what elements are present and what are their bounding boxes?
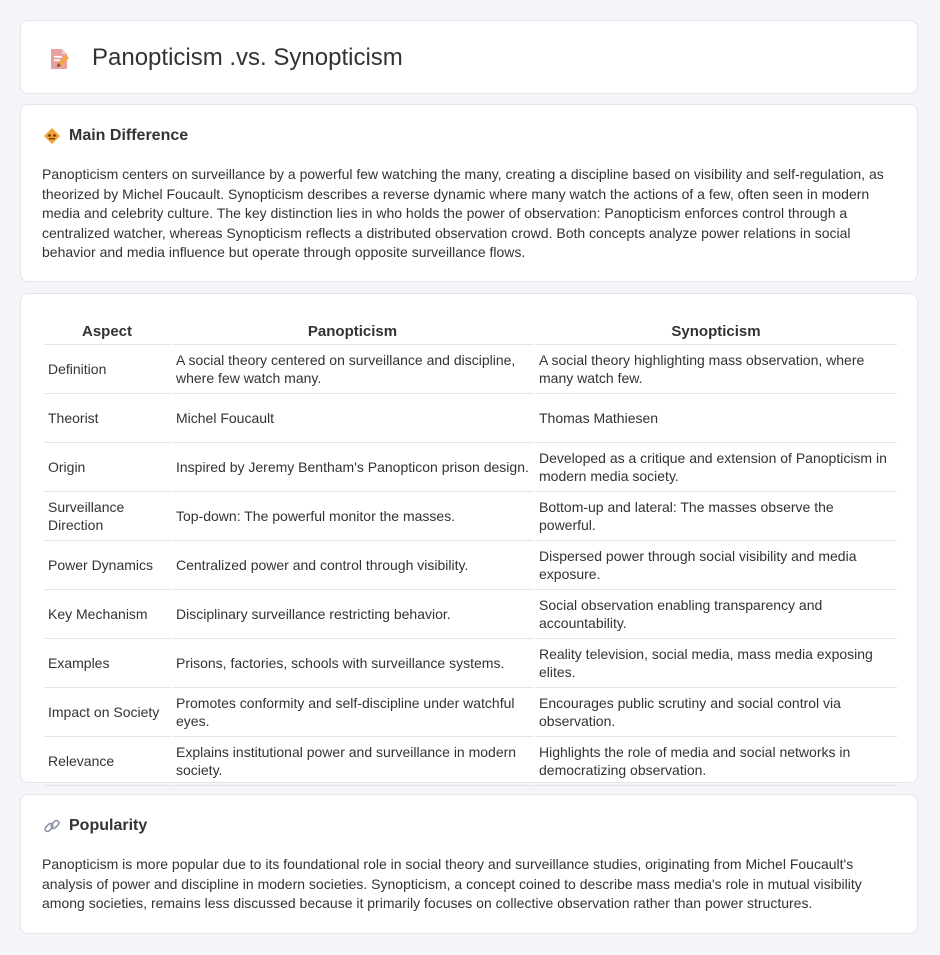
aspect-cell: Theorist <box>44 394 170 443</box>
table-row <box>44 688 897 737</box>
synopticism-cell: Bottom-up and lateral: The masses observe the powerful. <box>535 492 897 541</box>
panopticism-cell: Promotes conformity and self-discipline under watchful eyes. <box>172 688 533 737</box>
main-difference-section <box>20 104 918 282</box>
header-card <box>20 20 918 94</box>
aspect-cell: Impact on Society <box>44 688 170 737</box>
table-row <box>44 394 897 443</box>
table-row <box>44 590 897 639</box>
popularity-text: Panopticism is more popular due to its foundational role in social theory and surveillance studies, originating from Michel Foucault's analysis of power and discipline in modern societies. Synopticism, a concept coined to describe mass media's role in mutual visibility among societies, remains less discussed because it primarily focuses on collective observation rather than power structures. <box>42 856 862 911</box>
synopticism-cell: Highlights the role of media and social networks in democratizing observation. <box>535 737 897 786</box>
main-difference-text: Panopticism centers on surveillance by a powerful few watching the many, creating a discipline based on visibility and self-regulation, as theorized by Michel Foucault. Synopticism describes a reverse dynamic where many watch the actions of a few, often seen in modern media and celebrity culture. The key distinction lies in who holds the power of observation: Panopticism enforces control through a centralized watcher, whereas Synopticism reflects a distributed observation crowd. Both concepts analyze power relations in social behavior and media influence but operate through opposite surveillance flows. <box>42 166 884 260</box>
table-row <box>44 541 897 590</box>
table-row <box>44 443 897 492</box>
synopticism-cell: Reality television, social media, mass media exposing elites. <box>535 639 897 688</box>
header-aspect: Aspect <box>44 314 170 345</box>
table-header-row <box>44 314 897 345</box>
comparison-table <box>42 314 899 786</box>
aspect-cell: Relevance <box>44 737 170 786</box>
table-row <box>44 345 897 394</box>
document-edit-icon <box>48 47 70 71</box>
aspect-cell: Power Dynamics <box>44 541 170 590</box>
popularity-heading <box>43 817 147 835</box>
synopticism-cell: Thomas Mathiesen <box>535 394 897 443</box>
synopticism-cell: Social observation enabling transparency and accountability. <box>535 590 897 639</box>
panopticism-cell: Explains institutional power and surveillance in modern society. <box>172 737 533 786</box>
synopticism-cell: Encourages public scrutiny and social control via observation. <box>535 688 897 737</box>
main-difference-heading <box>43 127 188 145</box>
synopticism-cell: Dispersed power through social visibility and media exposure. <box>535 541 897 590</box>
aspect-cell: Definition <box>44 345 170 394</box>
aspect-cell: Surveillance Direction <box>44 492 170 541</box>
synopticism-cell: A social theory highlighting mass observation, where many watch few. <box>535 345 897 394</box>
table-row <box>44 737 897 786</box>
link-icon <box>43 817 61 835</box>
aspect-cell: Examples <box>44 639 170 688</box>
aspect-cell: Key Mechanism <box>44 590 170 639</box>
aspect-cell: Origin <box>44 443 170 492</box>
popularity-title: Popularity <box>69 817 148 834</box>
panopticism-cell: Top-down: The powerful monitor the masses. <box>172 492 533 541</box>
main-difference-title: Main Difference <box>69 127 189 144</box>
popularity-section <box>20 794 918 934</box>
panopticism-cell: Michel Foucault <box>172 394 533 443</box>
panopticism-cell: Centralized power and control through visibility. <box>172 541 533 590</box>
panopticism-cell: A social theory centered on surveillance and discipline, where few watch many. <box>172 345 533 394</box>
panopticism-cell: Prisons, factories, schools with surveillance systems. <box>172 639 533 688</box>
table-row <box>44 639 897 688</box>
page-title: Panopticism .vs. Synopticism <box>92 44 403 71</box>
comparison-section <box>20 293 918 783</box>
header-synopticism: Synopticism <box>535 314 897 345</box>
header-panopticism: Panopticism <box>172 314 533 345</box>
table-row <box>44 492 897 541</box>
panopticism-cell: Disciplinary surveillance restricting behavior. <box>172 590 533 639</box>
diamond-warning-icon <box>43 127 61 145</box>
synopticism-cell: Developed as a critique and extension of Panopticism in modern media society. <box>535 443 897 492</box>
panopticism-cell: Inspired by Jeremy Bentham's Panopticon prison design. <box>172 443 533 492</box>
